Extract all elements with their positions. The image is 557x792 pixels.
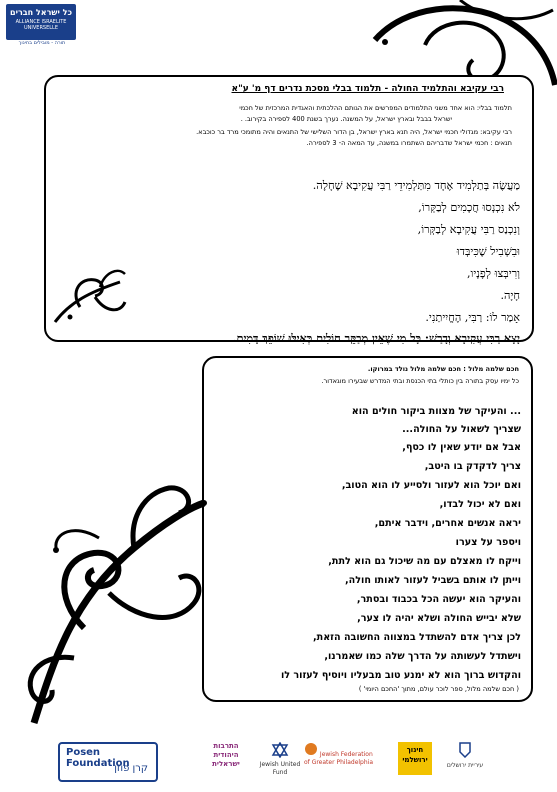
section2-line: והעיקר הוא יעשה הכל בכבוד ובסתר, — [356, 594, 521, 605]
section1-line: וְרִיבְּצוּ לְפָנָיו, — [466, 267, 520, 280]
section1-line: יָצָא רַבִּי עֲקִיבָא וְדָרַשׁ: כָּל מִי שֶׁאֵין מְבַקֵּר חוֹלִים כְּאִילּוּ שׁוֹפֵךְ דָּמִים. — [232, 331, 520, 345]
section2-line: צריך לדקדק בו היטב, — [424, 461, 521, 472]
section2-line: ואם יוכל הוא לעזור ולסייע לו הוא הטוב, — [341, 480, 521, 491]
org-tagline: תורה - מובילים בחינוך — [18, 40, 66, 46]
posen-logo-he: קרן פוזן — [114, 763, 148, 774]
section2-note: כל ימיו עסק בתורה בין כותלי בתי הכנסת ובתי המדרש שבעירו מוגאדור. — [321, 377, 519, 385]
star-of-david-icon — [271, 742, 289, 758]
section1-line: וְנִכְנַס רַבִּי עֲקִיבָא לְבַקְּרוֹ, — [417, 223, 520, 236]
flourish-large-icon — [14, 478, 209, 728]
flourish-small-icon — [50, 262, 130, 327]
hinuch-logo: חינוך ירושלמי — [398, 742, 432, 775]
federation-logo — [304, 742, 376, 767]
section-commentary-box — [202, 356, 533, 702]
tarbut-logo: התרבות היהודית ישראלית — [212, 742, 240, 768]
org-logo — [6, 4, 76, 40]
jerusalem-emblem-icon — [458, 742, 472, 758]
juf-logo — [256, 742, 304, 777]
section2-note: חכם שלמה מלול : חכם שלמה מלול נולד במרוקו. — [367, 365, 519, 373]
org-logo-text: כל ישראל חברים — [10, 8, 72, 17]
posen-logo-en: Posen Foundation — [66, 747, 130, 769]
section2-line: ... והעיקר של מצוות ביקור חולים הוא — [351, 406, 521, 417]
section1-line: חָיָה. — [500, 289, 520, 302]
section1-line: לֹא נִכְנְסוּ חֲכָמִים לְבַקְּרוֹ, — [418, 201, 520, 214]
federation-logo-text: Jewish Federation of Greater Philadelphia — [304, 751, 374, 766]
section2-line: שלא יבייש החולה ושלא יהיה לו צער, — [357, 613, 521, 624]
section1-note: ישראל בבבל ובארץ ישראל, על המשנה. נערך בשנת 400 לספירה בקירוב. . — [240, 115, 452, 123]
section1-line: וּבִשְׁבִיל שֶׁכִּיבְּדוּ — [456, 245, 520, 258]
jerusalem-logo-text: עיריית ירושלים — [446, 762, 484, 769]
section2-line: שצריך לשאול על החולה... — [402, 424, 521, 435]
section2-line: והקדוש ברוך הוא לא ימנע טוב מבעליו ויוסיף לעזור לו — [280, 670, 521, 681]
section1-note: תלמוד בבלי: הוא אחד משני התלמודים המפרשים את הגותם ההלכתית והאגדית המרכזית של חכמי — [239, 104, 512, 112]
jerusalem-logo — [440, 742, 490, 770]
section1-line: אָמַר לוֹ: רַבִּי, הֶחֱיִיתַנִי. — [425, 311, 520, 324]
juf-logo-text: Jewish United Fund — [259, 761, 301, 776]
section1-title: רבי עקיבא והתלמיד החולה - תלמוד בבלי מסכת נדרים דף מ' ע"א — [231, 84, 504, 94]
section1-note: תנאים : חכמי ישראל שדבריהם השתמרו במשנה, עד המאה ה- 3 לספירה. — [306, 139, 512, 147]
section2-line: וישתדל לעשותה על הדרך שלה כמו שאמרנו, — [324, 651, 521, 662]
section2-line: ואם לא יכול לבדו, — [439, 499, 521, 510]
section2-line: אבל אם יודע שאין לו כסף, — [402, 442, 521, 453]
section2-line: וייתן לו אותם בשביל לעזור לאותו חולה, — [345, 575, 521, 586]
section2-line: יראה אנשים אחרים, וידבר איתם, — [374, 518, 521, 529]
section2-line: לכן צריך אדם להשתדל במצווה החשובה הזאת, — [313, 632, 521, 643]
section1-note: רבי עקיבא: מגדולי חכמי ישראל, היה תנא בארץ ישראל, בן הדור השלישי של התנאים והיה מתומכי מרד בר כוכבא. — [196, 128, 512, 136]
org-logo-subtext: ALLIANCE ISRAELITE UNIVERSELLE — [15, 19, 67, 31]
section1-line: מַעֲשֶׂה בְּתַלְמִיד אֶחָד מִתַּלְמִידֵי רַבִּי עֲקִיבָא שֶׁחָלָה. — [312, 179, 520, 192]
federation-emblem-icon — [304, 742, 318, 756]
section2-line: ויספר על צערו — [455, 537, 521, 548]
section2-line: וייקח לו מאצלם עם מה שיכול גם הוא לתת, — [328, 556, 521, 567]
posen-foundation-logo — [58, 742, 158, 782]
section2-source: ( חכם שלמה מלול, ספר לוכר עולם, מתוך 'החכם היומי' ) — [358, 685, 519, 693]
